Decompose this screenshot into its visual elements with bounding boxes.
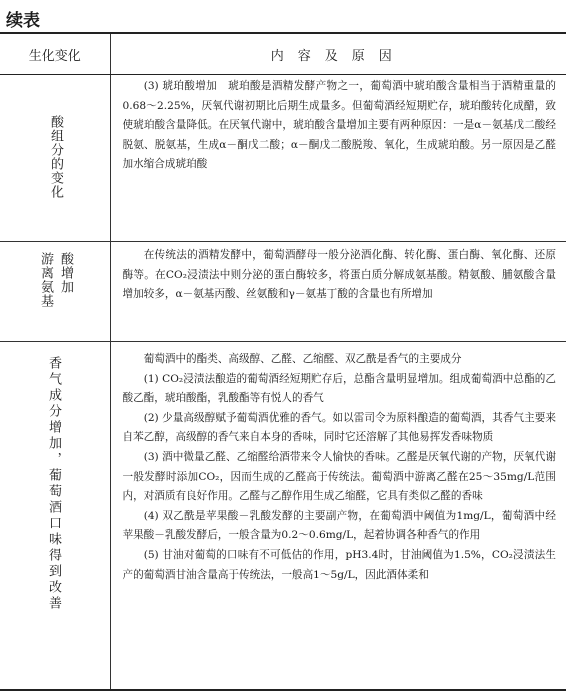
- paragraph: (5) 甘油对葡萄的口味有不可低估的作用，pH3.4时，甘油阈值为1.5%，CO₂浸渍法生产的葡萄酒甘油含量高于传统法，一般高1～5g/L，因此酒体柔和: [122, 548, 556, 581]
- row-content-cell: [110, 75, 566, 242]
- table-row: [0, 75, 566, 242]
- table-row: [0, 242, 566, 342]
- paragraph: 葡萄酒中的酯类、高级醇、乙醛、乙缩醛、双乙酰是香气的主要成分: [143, 353, 462, 365]
- row-label-cell: [0, 75, 110, 242]
- row-content-cell: [110, 242, 566, 342]
- paragraph: 在传统法的酒精发酵中，葡萄酒酵母一般分泌酒化酶、转化酶、蛋白酶、氧化酶、还原酶等。在CO₂浸渍法中则分泌的蛋白酶较多，将蛋白质分解成氨基酸。精氨酸、脯氨酸含量增加较多，α－氨基丙酸、丝氨酸和γ－氨基丁酸的含量也有所增加: [122, 249, 556, 301]
- row-label-acid-increase: 酸增加: [58, 252, 73, 294]
- content-table: [0, 32, 566, 691]
- header-biochemical-change: 生化变化: [0, 33, 110, 75]
- row-label-cell: [0, 342, 110, 691]
- row-label-acid-composition: 酸组分的变化: [48, 115, 63, 199]
- paragraph: (4) 双乙酰是苹果酸－乳酸发酵的主要副产物，在葡萄酒中阈值为1mg/L，葡萄酒中经苹果酸－乳酸发酵后，一般含量为0.2～0.6mg/L，起着协调各种香气的作用: [122, 509, 556, 542]
- paragraph: (1) CO₂浸渍法酿造的葡萄酒经短期贮存后，总酯含量明显增加。组成葡萄酒中总酯的乙酸乙酯，琥珀酸酯，乳酸酯等有悦人的香气: [122, 372, 556, 405]
- table-header-row: [0, 33, 566, 75]
- row-label-free-amino: 游离氨基: [38, 252, 53, 308]
- row-label-aroma-increase: 香气成分增加，葡萄酒口味得到改善: [46, 356, 61, 612]
- row-content-cell: [110, 342, 566, 691]
- table-row: [0, 342, 566, 691]
- paragraph: (3) 酒中微量乙醛、乙缩醛给酒带来令人愉快的香味。乙醛是厌氧代谢的产物，厌氧代谢一般发酵时添加CO₂，因而生成的乙醛高于传统法。葡萄酒中游离乙醛在25～35mg/L范围内，对酒质有良好作用。乙醛与乙醇作用生成乙缩醛，它具有类似乙醛的香味: [122, 450, 556, 503]
- page-heading: 续表: [6, 11, 40, 31]
- row-label-cell: [0, 242, 110, 342]
- paragraph: (2) 少量高级醇赋予葡萄酒优雅的香气。如以雷司令为原料酿造的葡萄酒，其香气主要来自苯乙醇，高级醇的香气来自本身的香味，同时它还溶解了其他易挥发香味物质: [122, 411, 556, 444]
- paragraph: (3) 琥珀酸增加 琥珀酸是酒精发酵产物之一，葡萄酒中琥珀酸含量相当于酒精重量的0.68～2.25%，厌氧代谢初期比后期生成量多。但葡萄酒经短期贮存，琥珀酸转化成醋，致使琥珀酸含量降低。在厌氧代谢中，琥珀酸含量增加主要有两种原因：一是α－氨基戊二酸经脱氨、脱氨基，生成α－酮戊二酸；α－酮戊二酸脱羧、氧化，生成琥珀酸。另一原因是乙醛加水缩合成琥珀酸: [122, 80, 556, 171]
- header-content-and-reason: 内容及原因: [110, 33, 566, 75]
